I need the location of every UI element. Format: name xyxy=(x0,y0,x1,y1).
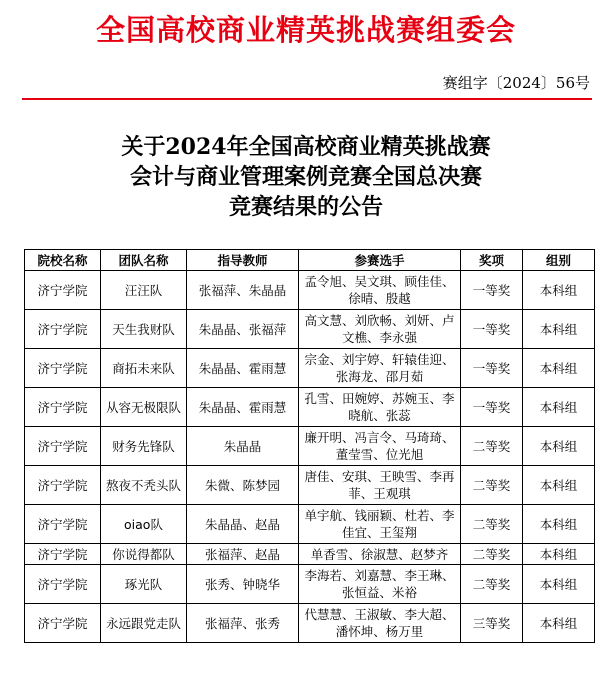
cell-school: 济宁学院 xyxy=(25,604,101,643)
cell-players: 高文慧、刘欣畅、刘妍、卢文樵、李永强 xyxy=(299,310,461,349)
cell-school: 济宁学院 xyxy=(25,565,101,604)
column-header-group: 组别 xyxy=(523,250,595,271)
table-row xyxy=(25,544,595,565)
cell-players: 单香雪、徐淑慧、赵梦齐 xyxy=(299,544,461,565)
column-header-school: 院校名称 xyxy=(25,250,101,271)
table-row xyxy=(25,505,595,544)
cell-team: 财务先锋队 xyxy=(101,427,187,466)
cell-team: 从容无极限队 xyxy=(101,388,187,427)
cell-group: 本科组 xyxy=(523,604,595,643)
cell-players: 代慧慧、王淑敏、李大超、潘怀坤、杨万里 xyxy=(299,604,461,643)
cell-group: 本科组 xyxy=(523,271,595,310)
cell-team: 你说得都队 xyxy=(101,544,187,565)
cell-group: 本科组 xyxy=(523,427,595,466)
cell-players: 孟令旭、吴文琪、顾佳佳、徐晴、殷越 xyxy=(299,271,461,310)
cell-advisors: 张福萍、赵晶 xyxy=(187,544,299,565)
notice-title-line: 会计与商业管理案例竞赛全国总决赛 xyxy=(129,164,482,190)
cell-advisors: 朱晶晶、赵晶 xyxy=(187,505,299,544)
table-header-row xyxy=(25,250,595,271)
results-table xyxy=(24,249,595,643)
cell-team: 商拓未来队 xyxy=(101,349,187,388)
cell-school: 济宁学院 xyxy=(25,427,101,466)
cell-award: 一等奖 xyxy=(461,271,523,310)
cell-players: 宗金、刘宇婷、轩辕佳迎、张海龙、邵月茹 xyxy=(299,349,461,388)
cell-advisors: 张福萍、张秀 xyxy=(187,604,299,643)
column-header-advisors: 指导教师 xyxy=(187,250,299,271)
cell-award: 二等奖 xyxy=(461,505,523,544)
cell-group: 本科组 xyxy=(523,565,595,604)
cell-award: 三等奖 xyxy=(461,604,523,643)
red-divider xyxy=(22,98,592,100)
cell-school: 济宁学院 xyxy=(25,544,101,565)
cell-group: 本科组 xyxy=(523,544,595,565)
notice-title xyxy=(0,132,612,222)
cell-advisors: 张秀、钟晓华 xyxy=(187,565,299,604)
table-row xyxy=(25,427,595,466)
org-title: 全国高校商业精英挑战赛组委会 xyxy=(95,13,516,47)
cell-school: 济宁学院 xyxy=(25,466,101,505)
cell-advisors: 朱晶晶、霍雨慧 xyxy=(187,349,299,388)
cell-team: oiao队 xyxy=(101,505,187,544)
cell-players: 廉开明、冯言令、马琦琦、董莹雪、位光旭 xyxy=(299,427,461,466)
cell-group: 本科组 xyxy=(523,388,595,427)
notice-title-line: 竞赛结果的公告 xyxy=(228,194,383,220)
cell-team: 熬夜不秃头队 xyxy=(101,466,187,505)
cell-school: 济宁学院 xyxy=(25,310,101,349)
cell-award: 二等奖 xyxy=(461,565,523,604)
table-row xyxy=(25,565,595,604)
notice-title-line: 关于2024年全国高校商业精英挑战赛 xyxy=(121,134,491,160)
cell-advisors: 朱微、陈梦园 xyxy=(187,466,299,505)
cell-award: 二等奖 xyxy=(461,544,523,565)
cell-players: 单宇航、钱丽颖、杜若、李佳宜、王玺翔 xyxy=(299,505,461,544)
table-row xyxy=(25,271,595,310)
cell-group: 本科组 xyxy=(523,505,595,544)
cell-award: 一等奖 xyxy=(461,349,523,388)
cell-school: 济宁学院 xyxy=(25,271,101,310)
column-header-players: 参赛选手 xyxy=(299,250,461,271)
table-row xyxy=(25,604,595,643)
cell-team: 永远跟党走队 xyxy=(101,604,187,643)
cell-team: 汪汪队 xyxy=(101,271,187,310)
document-number: 赛组字〔2024〕56号 xyxy=(442,74,590,92)
cell-school: 济宁学院 xyxy=(25,388,101,427)
table-row xyxy=(25,466,595,505)
cell-school: 济宁学院 xyxy=(25,349,101,388)
cell-award: 二等奖 xyxy=(461,427,523,466)
cell-team: 琢光队 xyxy=(101,565,187,604)
cell-award: 一等奖 xyxy=(461,388,523,427)
cell-players: 孔雪、田婉婷、苏婉玉、李晓航、张蕊 xyxy=(299,388,461,427)
cell-award: 二等奖 xyxy=(461,466,523,505)
cell-advisors: 朱晶晶 xyxy=(187,427,299,466)
cell-advisors: 张福萍、朱晶晶 xyxy=(187,271,299,310)
cell-award: 一等奖 xyxy=(461,310,523,349)
cell-advisors: 朱晶晶、张福萍 xyxy=(187,310,299,349)
cell-advisors: 朱晶晶、霍雨慧 xyxy=(187,388,299,427)
column-header-team: 团队名称 xyxy=(101,250,187,271)
cell-group: 本科组 xyxy=(523,310,595,349)
cell-group: 本科组 xyxy=(523,349,595,388)
table-row xyxy=(25,310,595,349)
table-row xyxy=(25,388,595,427)
cell-players: 李海若、刘嘉慧、李王琳、张恒益、米裕 xyxy=(299,565,461,604)
column-header-award: 奖项 xyxy=(461,250,523,271)
cell-team: 天生我财队 xyxy=(101,310,187,349)
cell-players: 唐佳、安琪、王映雪、李再菲、王观琪 xyxy=(299,466,461,505)
table-row xyxy=(25,349,595,388)
cell-group: 本科组 xyxy=(523,466,595,505)
cell-school: 济宁学院 xyxy=(25,505,101,544)
